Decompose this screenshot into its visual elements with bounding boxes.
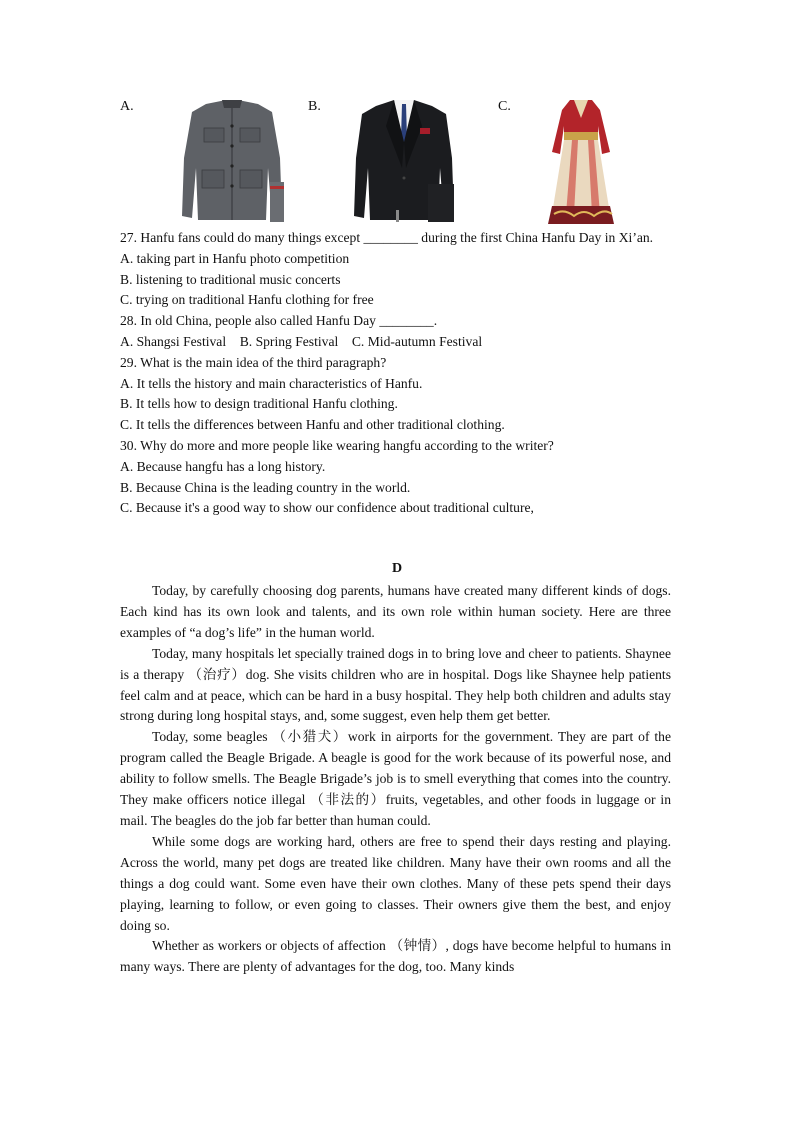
question-29-option-a: A. It tells the history and main characteristics of Hanfu. bbox=[120, 375, 423, 391]
question-27-option-c: C. trying on traditional Hanfu clothing for free bbox=[120, 292, 374, 308]
question-27-option-b: B. listening to traditional music concerts bbox=[120, 271, 341, 287]
western-suit-image bbox=[352, 98, 456, 226]
paragraph-4: While some dogs are working hard, others are free to spend their days resting and playing. Across the world, many pet dogs are treated like children. Many have their own rooms and all the things a dog could want. Some even have their own clothes. Many of these pets spend their days playing, learning to follow, or even going to classes. Their owners give them the best, and enjoy doing so. bbox=[120, 833, 671, 933]
question-30-option-a: A. Because hangfu has a long history. bbox=[120, 458, 326, 474]
question-27-stem: 27. Hanfu fans could do many things except ________ during the first China Hanfu Day in Xi’an. bbox=[120, 230, 654, 245]
question-29-option-b: B. It tells how to design traditional Hanfu clothing. bbox=[120, 396, 398, 412]
question-29-stem: 29. What is the main idea of the third paragraph? bbox=[120, 354, 387, 370]
zhongshan-suit-image bbox=[176, 98, 288, 226]
question-27-option-a: A. taking part in Hanfu photo competition bbox=[120, 250, 350, 266]
question-28-options: A. Shangsi Festival B. Spring Festival C. Mid-autumn Festival bbox=[120, 333, 483, 349]
hanfu-dress-image bbox=[544, 96, 618, 226]
option-b-label: B. bbox=[308, 99, 321, 114]
section-title: D bbox=[391, 561, 403, 576]
paragraph-5: Whether as workers or objects of affection （钟情）, dogs have become helpful to humans in many ways. There are plenty of advantages for the dog, too. Many kinds bbox=[120, 938, 671, 975]
question-28-stem: 28. In old China, people also called Hanfu Day ________. bbox=[120, 313, 438, 329]
questions-section bbox=[120, 228, 671, 519]
option-c-label: C. bbox=[498, 99, 511, 114]
option-a-label: A. bbox=[120, 99, 134, 114]
question-30-stem: 30. Why do more and more people like wearing hangfu according to the writer? bbox=[120, 437, 554, 453]
paragraph-2: Today, many hospitals let specially trained dogs in to bring love and cheer to patients. Shaynee is a therapy （治疗）dog. She visits children who are in hospital. Dogs like Shaynee help patients feel calm and at peace, which can be hard in a busy hospital. They help both children and adults stay strong during long hospital stays, and, some suggest, even help them get better. bbox=[120, 645, 671, 724]
paragraph-3: Today, some beagles （小猎犬）work in airports for the government. They are part of the program called the Beagle Brigade. A beagle is good for the work because of its powerful nose, and ability to follow smells. The Beagle Brigade’s job is to smell everything that comes into the country. They make officers notice illegal （非法的）fruits, vegetables, and other foods in luggage or in mail. The beagles do the job far better than human could. bbox=[120, 729, 671, 828]
question-30-option-c: C. Because it's a good way to show our confidence about traditional culture, bbox=[120, 500, 534, 516]
paragraph-1: Today, by carefully choosing dog parents, humans have created many different kinds of dogs. Each kind has its own look and talents, and its own role within human society. Here are three examples of “a dog’s life” in the human world. bbox=[120, 583, 671, 640]
question-29-option-c: C. It tells the differences between Hanfu and other traditional clothing. bbox=[120, 417, 505, 433]
question-30-option-b: B. Because China is the leading country in the world. bbox=[120, 479, 411, 495]
reading-passage bbox=[120, 581, 671, 978]
